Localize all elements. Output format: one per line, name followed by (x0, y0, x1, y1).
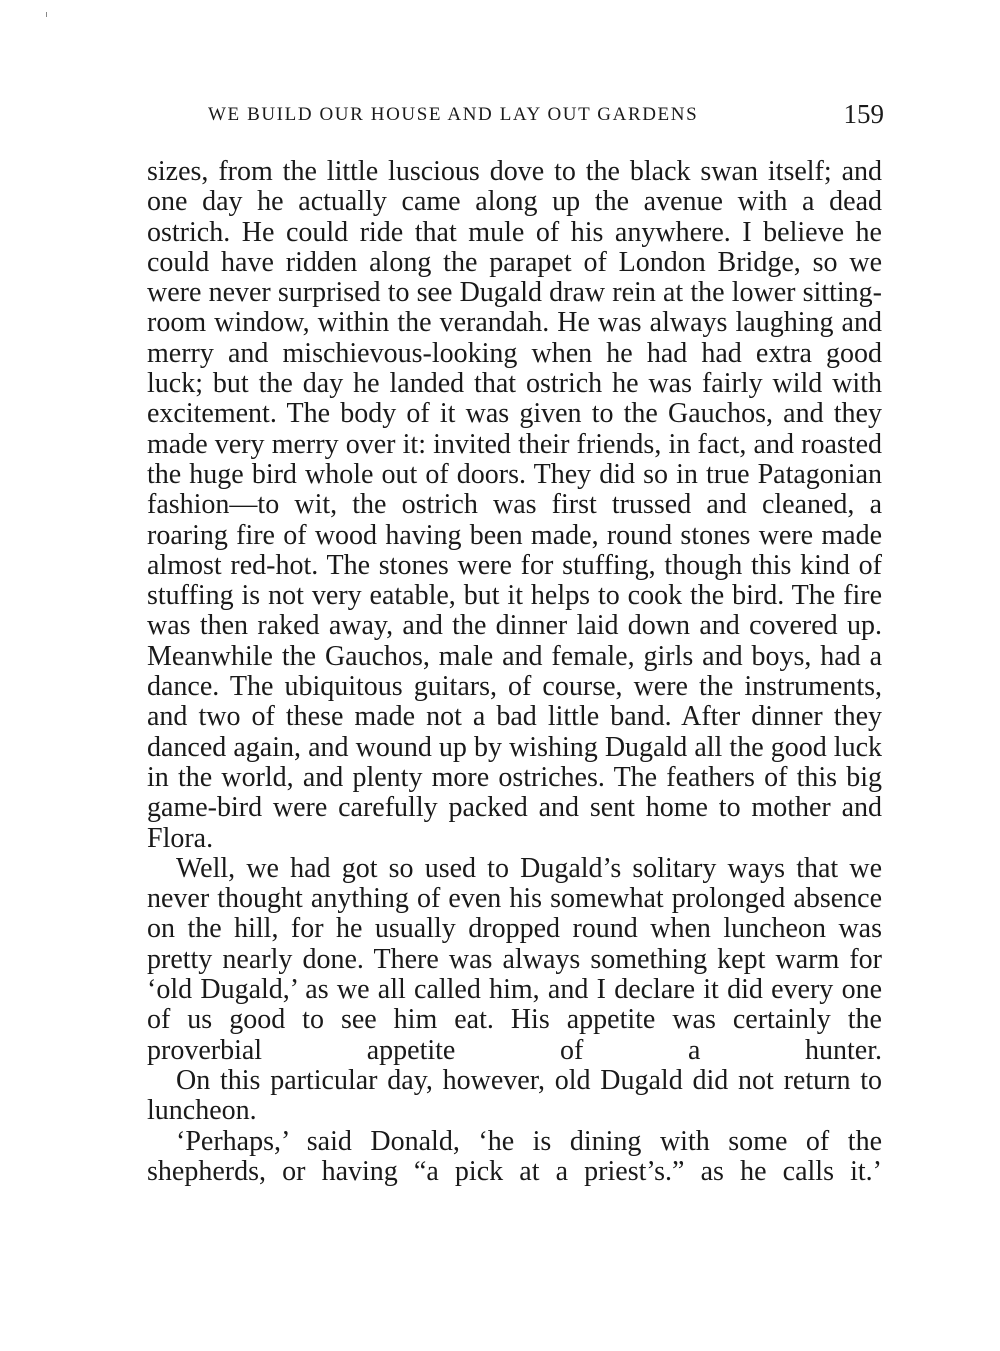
running-title: WE BUILD OUR HOUSE AND LAY OUT GARDENS (208, 104, 699, 125)
paragraph: ‘Perhaps,’ said Donald, ‘he is dining with some of the shepherds, or having “a pick at a priest’s.” as he calls it.’ (147, 1125, 882, 1187)
paragraph: Well, we had got so used to Dugald’s solitary ways that we never thought anything of even his somewhat prolonged absence on the hill, for he usually dropped round when luncheon was pretty nearly done. There was always something kept warm for ‘old Dugald,’ as we all called him, and I declare it did every one of us good to see him eat. His appetite was certainly the proverbial appetite of a hunter. (147, 852, 882, 1066)
paragraph: On this particular day, however, old Dugald did not return to luncheon. (147, 1064, 882, 1127)
body-text (147, 157, 882, 1187)
scan-mark (46, 12, 47, 17)
paragraph: sizes, from the little luscious dove to the black swan itself; and one day he actually came along up the avenue with a dead ostrich. He could ride that mule of his anywhere. I believe he could have ridden along the parapet of London Bridge, so we were never surprised to see Dugald draw rein at the lower sitting-room window, within the verandah. He was always laughing and merry and mischievous-looking when he had had extra good luck; but the day he landed that ostrich he was fairly wild with excitement. The body of it was given to the Gauchos, and they made very merry over it: invited their friends, in fact, and roasted the huge bird whole out of doors. They did so in true Patagonian fashion—to wit, the ostrich was first trussed and cleaned, a roaring fire of wood having been made, round stones were made almost red-hot. The stones were for stuffing, though this kind of stuffing is not very eatable, but it helps to cook the bird. The fire was then raked away, and the dinner laid down and covered up. Meanwhile the Gauchos, male and female, girls and boys, had a dance. The ubiquitous guitars, of course, were the instruments, and two of these made not a bad little band. After dinner they danced again, and wound up by wishing Dugald all the good luck in the world, and plenty more ostriches. The feathers of this big game-bird were carefully packed and sent home to mother and Flora. (147, 156, 882, 854)
running-head (208, 100, 884, 130)
page-number: 159 (843, 99, 884, 129)
